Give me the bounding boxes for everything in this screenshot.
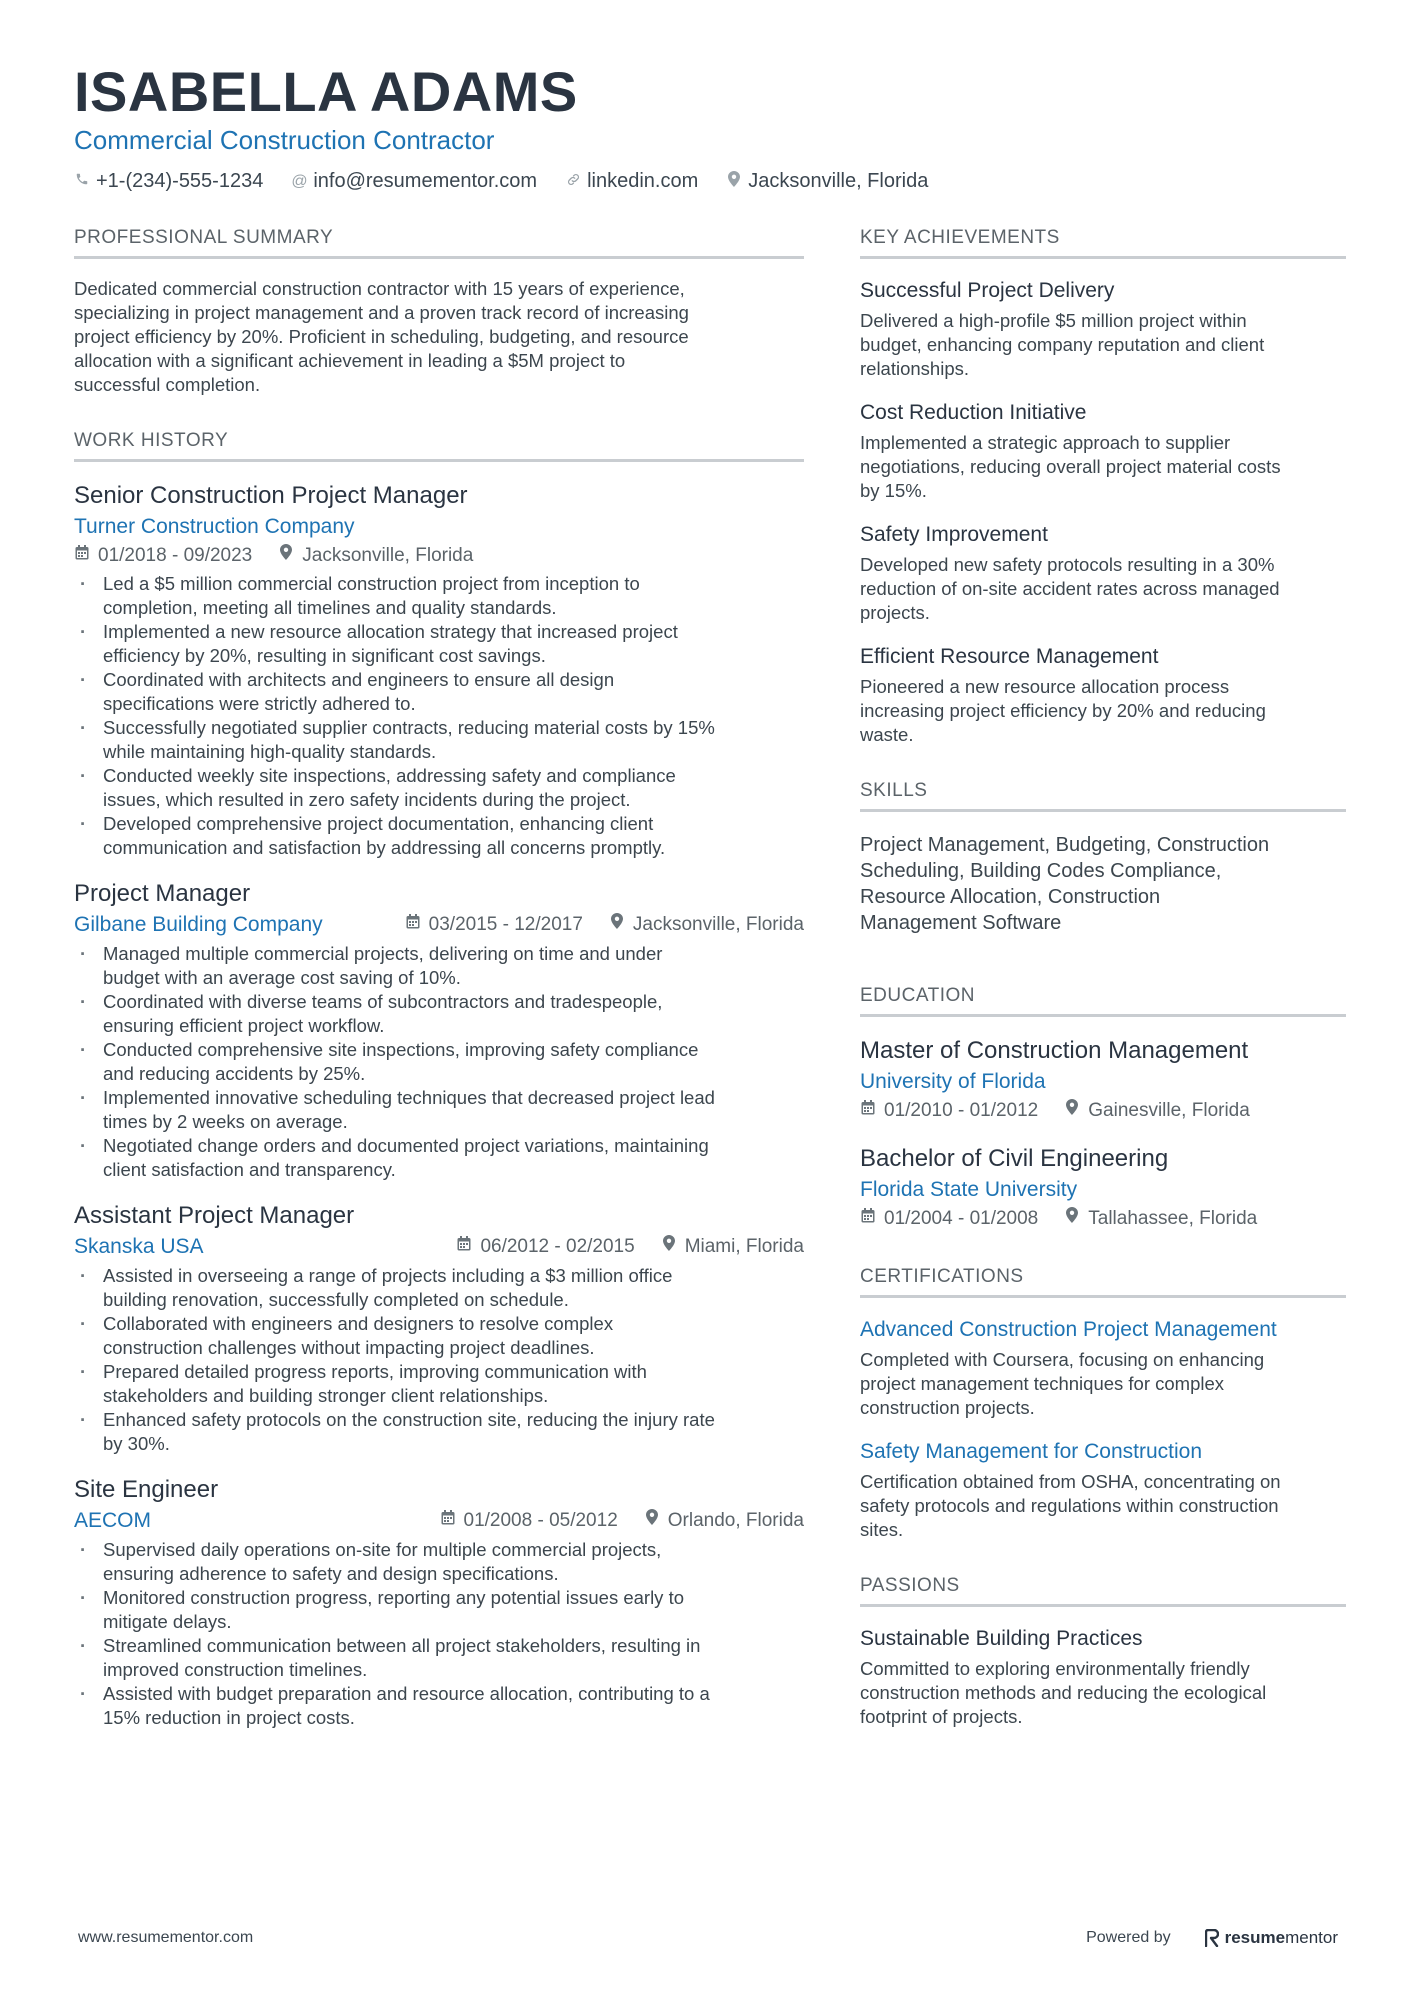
job-meta: [405, 911, 804, 939]
education-school: Florida State University: [860, 1178, 1078, 1201]
summary-section: [74, 226, 804, 397]
summary-line: successful completion.: [74, 374, 261, 395]
bullet-line: · Prepared detailed progress reports, improving communication with: [103, 1361, 647, 1382]
job-meta: [440, 1507, 804, 1535]
brand-name-light: mentor: [1285, 1928, 1338, 1947]
passion-title: Sustainable Building Practices: [860, 1627, 1143, 1650]
achievements-section: [860, 226, 1346, 747]
job-location-text: Orlando, Florida: [667, 1510, 804, 1531]
job-bullets: [74, 1264, 804, 1456]
job-bullets: [74, 572, 804, 860]
bullet-line: · Negotiated change orders and documented project variations, maintaining: [103, 1135, 709, 1156]
location-pin-icon: [1064, 1205, 1080, 1233]
bullet-line: · Led a $5 million commercial construction project from inception to: [103, 573, 640, 594]
powered-by-label: Powered by: [1086, 1929, 1171, 1946]
bullet-item: [74, 1086, 804, 1134]
achievement-item: [860, 277, 1346, 381]
desc-line: budget, enhancing company reputation and client: [860, 334, 1265, 355]
skills-line: Resource Allocation, Construction: [860, 886, 1161, 908]
bullet-line: times by 2 weeks on average.: [103, 1111, 348, 1132]
summary-heading: PROFESSIONAL SUMMARY: [74, 226, 804, 259]
location-pin-icon: [726, 171, 742, 192]
bullet-line: client satisfaction and transparency.: [103, 1159, 396, 1180]
bullet-item: [74, 620, 804, 668]
bullet-item: [74, 1586, 804, 1634]
bullet-item: [74, 716, 804, 764]
education-dates-text: 01/2004 - 01/2008: [884, 1208, 1039, 1229]
bullet-line: · Managed multiple commercial projects, delivering on time and under: [103, 943, 663, 964]
job-meta: [456, 1233, 804, 1261]
bullet-item: [74, 1312, 804, 1360]
summary-line: allocation with a significant achievement in leading a $5M project to: [74, 350, 626, 371]
bullet-line: improved construction timelines.: [103, 1659, 368, 1680]
desc-line: negotiations, reducing overall project material costs: [860, 456, 1281, 477]
achievement-desc: [860, 309, 1346, 381]
job-title: Site Engineer: [74, 1476, 219, 1503]
achievement-title: Successful Project Delivery: [860, 279, 1115, 302]
achievement-title: Safety Improvement: [860, 523, 1048, 546]
contact-location-text: Jacksonville, Florida: [748, 170, 929, 192]
certifications-section: [860, 1265, 1346, 1542]
bullet-item: [74, 668, 804, 716]
job-company: Turner Construction Company: [74, 515, 355, 538]
job-title: Project Manager: [74, 880, 251, 907]
job-dates-text: 01/2008 - 05/2012: [463, 1510, 618, 1531]
bullet-line: · Implemented innovative scheduling techniques that decreased project lead: [103, 1087, 715, 1108]
bullet-item: [74, 1134, 804, 1182]
passion-item: [860, 1625, 1346, 1729]
skills-text: [860, 832, 1346, 936]
bullet-line: · Assisted with budget preparation and resource allocation, contributing to a: [103, 1683, 710, 1704]
education-degree: Master of Construction Management: [860, 1037, 1249, 1064]
bullet-line: by 30%.: [103, 1433, 170, 1454]
brand-mark-icon: [1205, 1929, 1219, 1947]
certification-item: [860, 1438, 1346, 1542]
desc-line: Certification obtained from OSHA, concentrating on: [860, 1471, 1281, 1492]
work-history-heading: WORK HISTORY: [74, 429, 804, 462]
education-item: [860, 1035, 1346, 1125]
desc-line: sites.: [860, 1519, 904, 1540]
job-title: Senior Construction Project Manager: [74, 482, 468, 509]
job-dates: [456, 1233, 634, 1261]
bullet-item: [74, 1408, 804, 1456]
bullet-item: [74, 812, 804, 860]
certifications-heading: CERTIFICATIONS: [860, 1265, 1346, 1298]
location-pin-icon: [661, 1233, 677, 1261]
passion-desc: [860, 1657, 1346, 1729]
education-dates: [860, 1205, 1038, 1233]
achievements-heading: KEY ACHIEVEMENTS: [860, 226, 1346, 259]
bullet-item: [74, 1634, 804, 1682]
bullet-line: · Coordinated with architects and engineers to ensure all design: [103, 669, 615, 690]
desc-line: Delivered a high-profile $5 million project within: [860, 310, 1247, 331]
calendar-icon: [860, 1205, 876, 1233]
bullet-line: ensuring adherence to safety and design specifications.: [103, 1563, 559, 1584]
skills-line: Project Management, Budgeting, Construction: [860, 834, 1270, 856]
certification-title: Safety Management for Construction: [860, 1440, 1203, 1463]
desc-line: Developed new safety protocols resulting in a 30%: [860, 554, 1275, 575]
bullet-line: completion, meeting all timelines and quality standards.: [103, 597, 557, 618]
bullet-line: · Supervised daily operations on-site for multiple commercial projects,: [103, 1539, 662, 1560]
desc-line: by 15%.: [860, 480, 927, 501]
phone-icon: [74, 172, 90, 191]
achievement-title: Cost Reduction Initiative: [860, 401, 1087, 424]
desc-line: construction methods and reducing the ecological: [860, 1682, 1267, 1703]
desc-line: construction projects.: [860, 1397, 1035, 1418]
certification-desc: [860, 1348, 1346, 1420]
bullet-line: · Conducted comprehensive site inspections, improving safety compliance: [103, 1039, 699, 1060]
bullet-item: [74, 764, 804, 812]
bullet-item: [74, 990, 804, 1038]
bullet-line: 15% reduction in project costs.: [103, 1707, 355, 1728]
bullet-line: · Successfully negotiated supplier contracts, reducing material costs by 15%: [103, 717, 715, 738]
bullet-line: · Enhanced safety protocols on the construction site, reducing the injury rate: [103, 1409, 715, 1430]
education-location-text: Tallahassee, Florida: [1088, 1208, 1258, 1229]
bullet-line: building renovation, successfully completed on schedule.: [103, 1289, 569, 1310]
right-column: [860, 226, 1346, 1761]
education-section: [860, 984, 1346, 1233]
job-location: [644, 1507, 804, 1535]
bullet-line: construction challenges without impacting project deadlines.: [103, 1337, 595, 1358]
desc-line: Implemented a strategic approach to supplier: [860, 432, 1231, 453]
job-location-text: Jacksonville, Florida: [632, 914, 804, 935]
job-bullets: [74, 1538, 804, 1730]
location-pin-icon: [644, 1507, 660, 1535]
bullet-item: [74, 1538, 804, 1586]
job-company: AECOM: [74, 1509, 152, 1532]
education-school: University of Florida: [860, 1070, 1046, 1093]
desc-line: waste.: [860, 724, 914, 745]
job-company-row: [74, 910, 804, 940]
bullet-line: · Coordinated with diverse teams of subcontractors and tradespeople,: [103, 991, 663, 1012]
job-entry: [74, 878, 804, 1182]
job-company: Skanska USA: [74, 1235, 204, 1258]
job-entry: [74, 1474, 804, 1730]
skills-section: [860, 779, 1346, 936]
footer-site-link[interactable]: www.resumementor.com: [78, 1929, 254, 1946]
job-dates-text: 01/2018 - 09/2023: [98, 545, 253, 566]
job-bullets: [74, 942, 804, 1182]
calendar-icon: [860, 1097, 876, 1125]
link-icon: [565, 172, 581, 192]
bullet-item: [74, 1682, 804, 1730]
desc-line: relationships.: [860, 358, 970, 379]
job-dates-text: 06/2012 - 02/2015: [480, 1236, 635, 1257]
contact-email-text: info@resumementor.com: [313, 170, 538, 192]
education-meta: [860, 1097, 1346, 1125]
brand-name-bold: resume: [1224, 1928, 1286, 1947]
job-dates: [440, 1507, 618, 1535]
job-entry: [74, 480, 804, 860]
bullet-line: · Collaborated with engineers and designers to resolve complex: [103, 1313, 614, 1334]
bullet-item: [74, 1360, 804, 1408]
education-meta: [860, 1205, 1346, 1233]
education-item: [860, 1143, 1346, 1233]
summary-line: Dedicated commercial construction contractor with 15 years of experience,: [74, 278, 685, 299]
bullet-line: · Conducted weekly site inspections, addressing safety and compliance: [103, 765, 676, 786]
desc-line: safety protocols and regulations within construction: [860, 1495, 1279, 1516]
desc-line: reduction of on-site accident rates across managed: [860, 578, 1280, 599]
desc-line: project management techniques for complex: [860, 1373, 1225, 1394]
job-location-text: Jacksonville, Florida: [302, 545, 474, 566]
job-location: [278, 542, 473, 570]
desc-line: Pioneered a new resource allocation process: [860, 676, 1230, 697]
desc-line: Committed to exploring environmentally friendly: [860, 1658, 1250, 1679]
bullet-line: budget with an average cost saving of 10%.: [103, 967, 461, 988]
bullet-line: · Monitored construction progress, reporting any potential issues early to: [103, 1587, 684, 1608]
bullet-line: · Developed comprehensive project documentation, enhancing client: [103, 813, 654, 834]
bullet-item: [74, 1038, 804, 1086]
skills-line: Scheduling, Building Codes Compliance,: [860, 860, 1222, 882]
location-pin-icon: [278, 542, 294, 570]
resume-header: [74, 62, 1344, 193]
job-title: Assistant Project Manager: [74, 1202, 355, 1229]
calendar-icon: [74, 542, 90, 570]
job-entry: [74, 1200, 804, 1456]
at-icon: @: [291, 172, 308, 190]
bullet-item: [74, 572, 804, 620]
education-heading: EDUCATION: [860, 984, 1346, 1017]
bullet-line: communication and satisfaction by addressing all concerns promptly.: [103, 837, 666, 858]
bullet-line: · Streamlined communication between all project stakeholders, resulting in: [103, 1635, 701, 1656]
desc-line: Completed with Coursera, focusing on enhancing: [860, 1349, 1265, 1370]
bullet-line: mitigate delays.: [103, 1611, 232, 1632]
contact-website[interactable]: [565, 170, 698, 193]
bullet-item: [74, 1264, 804, 1312]
contact-phone-text: +1-(234)-555-1234: [96, 170, 264, 192]
job-company: Gilbane Building Company: [74, 913, 323, 936]
passions-heading: PASSIONS: [860, 1574, 1346, 1607]
contact-email[interactable]: [291, 170, 537, 193]
job-location: [661, 1233, 804, 1261]
location-pin-icon: [609, 911, 625, 939]
bullet-line: ensuring efficient project workflow.: [103, 1015, 385, 1036]
bullet-line: efficiency by 20%, resulting in significant cost savings.: [103, 645, 546, 666]
bullet-line: · Assisted in overseeing a range of projects including a $3 million office: [103, 1265, 673, 1286]
education-location: [1064, 1097, 1250, 1125]
contact-location: [726, 170, 928, 193]
certification-desc: [860, 1470, 1346, 1542]
page-footer: [78, 1928, 1338, 1948]
location-pin-icon: [1064, 1097, 1080, 1125]
powered-by: [1086, 1928, 1338, 1948]
skills-line: Management Software: [860, 912, 1062, 934]
summary-line: specializing in project management and a proven track record of increasing: [74, 302, 689, 323]
education-dates-text: 01/2010 - 01/2012: [884, 1100, 1039, 1121]
calendar-icon: [405, 911, 421, 939]
job-meta: [74, 542, 804, 570]
achievement-item: [860, 643, 1346, 747]
skills-heading: SKILLS: [860, 779, 1346, 812]
job-dates-text: 03/2015 - 12/2017: [428, 914, 583, 935]
achievement-item: [860, 399, 1346, 503]
bullet-line: stakeholders and building stronger client relationships.: [103, 1385, 549, 1406]
achievement-item: [860, 521, 1346, 625]
candidate-name: ISABELLA ADAMS: [74, 60, 578, 123]
brand-logo[interactable]: [1205, 1928, 1338, 1948]
contact-bar: [74, 170, 1344, 193]
desc-line: footprint of projects.: [860, 1706, 1023, 1727]
job-dates: [74, 542, 252, 570]
job-location-text: Miami, Florida: [684, 1236, 804, 1257]
bullet-line: issues, which resulted in zero safety incidents during the project.: [103, 789, 631, 810]
calendar-icon: [440, 1507, 456, 1535]
achievement-desc: [860, 553, 1346, 625]
certification-title: Advanced Construction Project Management: [860, 1318, 1277, 1341]
contact-phone[interactable]: [74, 170, 263, 193]
education-location-text: Gainesville, Florida: [1088, 1100, 1250, 1121]
desc-line: increasing project efficiency by 20% and reducing: [860, 700, 1266, 721]
bullet-line: while maintaining high-quality standards.: [103, 741, 437, 762]
job-company-row: [74, 1232, 804, 1262]
desc-line: projects.: [860, 602, 930, 623]
education-degree: Bachelor of Civil Engineering: [860, 1145, 1169, 1172]
left-column: [74, 226, 804, 1762]
bullet-item: [74, 942, 804, 990]
summary-text: [74, 277, 804, 397]
job-dates: [405, 911, 583, 939]
certification-item: [860, 1316, 1346, 1420]
job-company-row: [74, 1506, 804, 1536]
calendar-icon: [456, 1233, 472, 1261]
bullet-line: · Implemented a new resource allocation strategy that increased project: [103, 621, 678, 642]
work-history-section: [74, 429, 804, 1730]
achievement-title: Efficient Resource Management: [860, 645, 1159, 668]
contact-website-text: linkedin.com: [587, 170, 699, 192]
passions-section: [860, 1574, 1346, 1729]
candidate-title: Commercial Construction Contractor: [74, 125, 495, 155]
achievement-desc: [860, 431, 1346, 503]
bullet-line: specifications were strictly adhered to.: [103, 693, 416, 714]
summary-line: project efficiency by 20%. Proficient in scheduling, budgeting, and resource: [74, 326, 689, 347]
achievement-desc: [860, 675, 1346, 747]
bullet-line: and reducing accidents by 25%.: [103, 1063, 366, 1084]
job-location: [609, 911, 804, 939]
education-dates: [860, 1097, 1038, 1125]
education-location: [1064, 1205, 1257, 1233]
